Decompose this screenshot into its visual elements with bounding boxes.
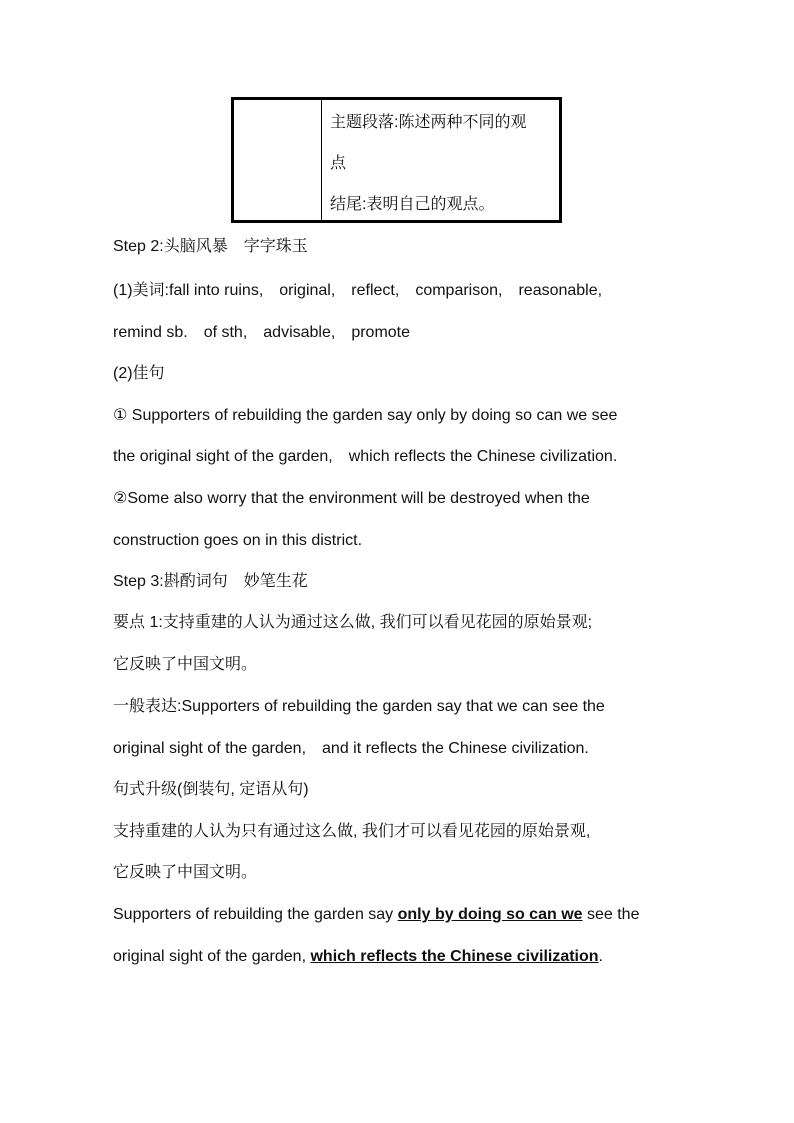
step3-heading: Step 3:斟酌词句 妙笔生花 (113, 573, 308, 590)
upgrade-line-2: 它反映了中国文明。 (113, 864, 258, 881)
sentence-2-line-1: ②Some also worry that the environment will be destroyed when the (113, 490, 590, 507)
sentence-1-line-1: ① Supporters of rebuilding the garden say only by doing so can we see (113, 407, 618, 424)
sentence-2-line-2: construction goes on in this district. (113, 532, 363, 549)
final-sentence-line-1 (113, 904, 639, 926)
general-expression-line-2: original sight of the garden, and it reflects the Chinese civilization. (113, 740, 589, 757)
table-text-line: 点 (330, 155, 347, 172)
underlined-phrase: which reflects the Chinese civilization (310, 948, 599, 965)
upgrade-line-1: 支持重建的人认为只有通过这么做, 我们才可以看见花园的原始景观, (113, 823, 591, 840)
table-right-cell (322, 100, 559, 220)
final-text: Supporters of rebuilding the garden say (113, 906, 398, 923)
final-text: original sight of the garden, (113, 948, 311, 965)
sentences-heading: (2)佳句 (113, 365, 165, 382)
upgrade-heading: 句式升级(倒装句, 定语从句) (113, 781, 309, 798)
general-expression-line-1: 一般表达:Supporters of rebuilding the garden say that we can see the (113, 698, 605, 715)
final-text: see the (582, 906, 640, 923)
final-text: . (598, 948, 603, 965)
table-text-line: 主题段落:陈述两种不同的观 (330, 114, 527, 131)
table-text-line: 结尾:表明自己的观点。 (330, 196, 495, 213)
table-left-cell (234, 100, 322, 220)
outline-table (231, 97, 562, 223)
underlined-phrase: only by doing so can we (397, 906, 583, 923)
point1-line-2: 它反映了中国文明。 (113, 656, 258, 673)
vocab-line-2: remind sb. of sth, advisable, promote (113, 324, 411, 341)
vocab-line-1: (1)美词:fall into ruins, original, reflect, comparison, reasonable, (113, 282, 603, 299)
sentence-1-line-2: the original sight of the garden, which reflects the Chinese civilization. (113, 448, 618, 465)
point1-line-1: 要点 1:支持重建的人认为通过这么做, 我们可以看见花园的原始景观; (113, 614, 593, 631)
step2-heading: Step 2:头脑风暴 字字珠玉 (113, 238, 308, 255)
final-sentence-line-2 (113, 946, 603, 968)
